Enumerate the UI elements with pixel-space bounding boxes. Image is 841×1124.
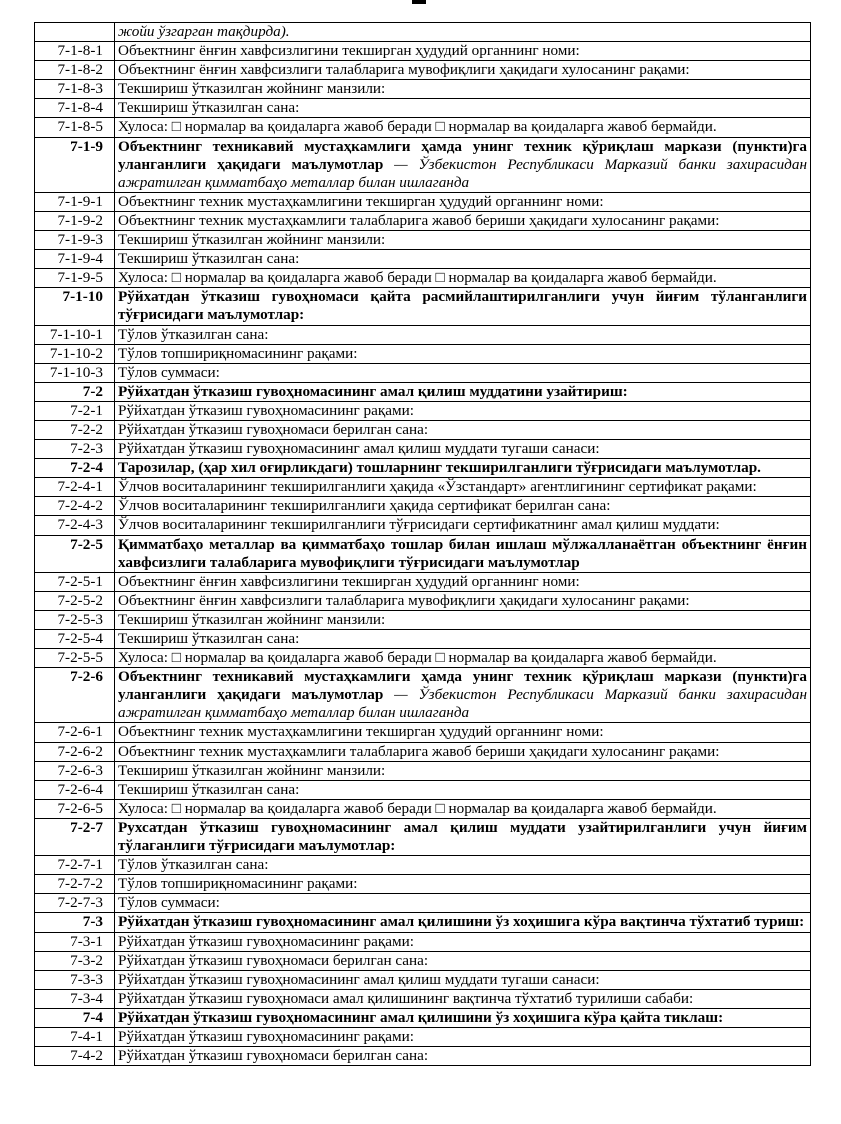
row-text: Ўлчов воситаларининг текширилганлиги ҳақида «Ўзстандарт» агентлигининг сертификат рақами: [118, 478, 757, 496]
row-text-cell [115, 42, 811, 61]
row-code: 7-3 [35, 913, 115, 932]
table-row [35, 761, 811, 780]
row-text-cell [115, 989, 811, 1008]
row-code: 7-2-4 [35, 459, 115, 478]
table-row [35, 780, 811, 799]
row-code: 7-2-5-1 [35, 572, 115, 591]
section-heading-row [35, 535, 811, 572]
row-text-cell [115, 288, 811, 325]
table-row [35, 516, 811, 535]
row-text-cell [115, 742, 811, 761]
row-text: Объектнинг техник мустаҳкамлиги талабларига жавоб бериши ҳақидаги хулосанинг рақами: [118, 211, 720, 229]
table-row [35, 420, 811, 439]
row-text-cell [115, 610, 811, 629]
row-text: Рўйхатдан ўтказиш гувоҳномаси берилган сана: [118, 420, 429, 438]
row-text-cell [115, 516, 811, 535]
section-heading-row [35, 1008, 811, 1027]
row-text-cell [115, 344, 811, 363]
row-text: Хулоса: □ нормалар ва қоидаларга жавоб беради □ нормалар ва қоидаларга жавоб бермайди. [118, 118, 717, 136]
table-row [35, 269, 811, 288]
row-text-cell [115, 440, 811, 459]
row-code: 7-3-4 [35, 989, 115, 1008]
row-text: Рўйхатдан ўтказиш гувоҳномасининг амал қилиш муддатини узайтириш: [118, 382, 628, 400]
row-text: Ўлчов воситаларининг текширилганлиги ҳақида сертификат берилган сана: [118, 497, 611, 515]
row-code: 7-1-9-5 [35, 269, 115, 288]
table-row [35, 250, 811, 269]
table-row [35, 99, 811, 118]
row-text: Текшириш ўтказилган жойнинг манзили: [118, 80, 386, 98]
row-note: — Ўзбекистон Республикаси Марказий банки захирасидан ажратилган қимматбаҳо металлар билан ишлаганда [118, 686, 807, 722]
row-code: 7-2-6-4 [35, 780, 115, 799]
table-row [35, 118, 811, 137]
row-text-cell [115, 799, 811, 818]
row-code: 7-2-7 [35, 818, 115, 855]
row-code: 7-1-8-1 [35, 42, 115, 61]
table-row [35, 478, 811, 497]
row-code: 7-2-6-2 [35, 742, 115, 761]
row-code: 7-2-5-5 [35, 649, 115, 668]
table-row [35, 742, 811, 761]
row-text-cell [115, 932, 811, 951]
row-text: Рўйхатдан ўтказиш гувоҳномасининг рақами: [118, 401, 414, 419]
row-text-cell [115, 80, 811, 99]
row-code: 7-2-7-3 [35, 894, 115, 913]
row-text: Тўлов топшириқномасининг рақами: [118, 344, 358, 362]
row-text: Объектнинг техникавий мустаҳкамлиги ҳамда унинг техник қўриқлаш маркази (пункти)га уланганлиги ҳақидаги маълумотлар [118, 137, 807, 173]
table-row [35, 610, 811, 629]
row-code: 7-1-9 [35, 137, 115, 192]
row-text: Хулоса: □ нормалар ва қоидаларга жавоб беради □ нормалар ва қоидаларга жавоб бермайди. [118, 269, 717, 287]
table-row [35, 231, 811, 250]
row-code: 7-1-8-3 [35, 80, 115, 99]
row-text: Объектнинг ёнғин хавфсизлигини текширган ҳудудий органнинг номи: [118, 572, 580, 590]
table-row [35, 497, 811, 516]
row-text-cell [115, 818, 811, 855]
row-code: 7-2-7-1 [35, 856, 115, 875]
row-text-cell [115, 401, 811, 420]
row-text: Тўлов ўтказилган сана: [118, 325, 269, 343]
row-text: Объектнинг ёнғин хавфсизлигини текширган ҳудудий органнинг номи: [118, 42, 580, 60]
row-text-cell [115, 761, 811, 780]
table-row [35, 344, 811, 363]
table-row [35, 80, 811, 99]
row-code: 7-2-5-4 [35, 630, 115, 649]
row-note: жойи ўзгарган тақдирда). [118, 23, 290, 40]
row-text-cell [115, 99, 811, 118]
row-code: 7-1-9-2 [35, 211, 115, 230]
row-code: 7-2-6-5 [35, 799, 115, 818]
row-text: Текшириш ўтказилган жойнинг манзили: [118, 231, 386, 249]
row-code: 7-1-9-4 [35, 250, 115, 269]
row-text-cell [115, 192, 811, 211]
row-text-cell [115, 1027, 811, 1046]
row-text: Объектнинг ёнғин хавфсизлиги талабларига мувофиқлиги ҳақидаги хулосанинг рақами: [118, 591, 690, 609]
row-text: Рухсатдан ўтказиш гувоҳномасининг амал қилиш муддати узайтирилганлиги учун йиғим тўлаганлиги тўғрисидаги маълумотлар: [118, 818, 807, 855]
row-text: Рўйхатдан ўтказиш гувоҳномасининг рақами: [118, 1027, 414, 1045]
row-text: Объектнинг техник мустаҳкамлиги талабларига жавоб бериши ҳақидаги хулосанинг рақами: [118, 742, 720, 760]
row-text-cell [115, 497, 811, 516]
row-code: 7-4-2 [35, 1047, 115, 1066]
row-text: Рўйхатдан ўтказиш гувоҳномасининг амал қилиш муддати тугаши санаси: [118, 970, 600, 988]
row-code: 7-1-9-1 [35, 192, 115, 211]
row-text-cell [115, 572, 811, 591]
row-text: Тўлов суммаси: [118, 363, 220, 381]
row-text: Объектнинг техникавий мустаҳкамлиги ҳамда унинг техник қўриқлаш маркази (пункти)га уланганлиги ҳақидаги маълумотлар [118, 668, 807, 704]
row-text: Қимматбаҳо металлар ва қимматбаҳо тошлар билан ишлаш мўлжалланаётган объектнинг ёнғин хавфсизлиги талабларига мувофиқлиги тўғрисидаги маълумотлар [118, 535, 807, 571]
row-code: 7-4-1 [35, 1027, 115, 1046]
table-row [35, 875, 811, 894]
row-text-cell [115, 363, 811, 382]
row-code: 7-1-8-5 [35, 118, 115, 137]
row-code: 7-2-6 [35, 668, 115, 723]
table-row [35, 1047, 811, 1066]
row-text: Тўлов топшириқномасининг рақами: [118, 875, 358, 893]
row-text: Тарозилар, (ҳар хил оғирликдаги) тошларнинг текширилганлиги тўғрисидаги маълумотлар. [118, 459, 761, 477]
row-text: Рўйхатдан ўтказиш гувоҳномаси берилган сана: [118, 951, 429, 969]
row-text: Рўйхатдан ўтказиш гувоҳномаси қайта расмийлаштирилганлиги учун йиғим тўланганлиги тўғрисидаги маълумотлар: [118, 288, 807, 324]
section-heading-row [35, 913, 811, 932]
row-text: Текшириш ўтказилган жойнинг манзили: [118, 610, 386, 628]
row-text: Текшириш ўтказилган сана: [118, 99, 300, 117]
table-row [35, 932, 811, 951]
row-code: 7-1-10 [35, 288, 115, 325]
row-code: 7-2-5 [35, 535, 115, 572]
table-row [35, 799, 811, 818]
row-code: 7-2-2 [35, 420, 115, 439]
row-text-cell [115, 1008, 811, 1027]
row-code: 7-1-8-2 [35, 61, 115, 80]
row-text-cell [115, 1047, 811, 1066]
row-code [35, 23, 115, 42]
row-text: Объектнинг техник мустаҳкамлигини текширган ҳудудий органнинг номи: [118, 723, 604, 741]
table-row [35, 970, 811, 989]
row-code: 7-2-5-2 [35, 591, 115, 610]
row-code: 7-4 [35, 1008, 115, 1027]
row-text-cell [115, 875, 811, 894]
table-row [35, 1027, 811, 1046]
row-text: Ўлчов воситаларининг текширилганлиги тўғрисидаги сертификатнинг амал қилиш муддати: [118, 516, 720, 534]
row-code: 7-1-10-1 [35, 325, 115, 344]
row-text-cell [115, 325, 811, 344]
row-code: 7-1-10-3 [35, 363, 115, 382]
row-code: 7-3-2 [35, 951, 115, 970]
row-code: 7-2-3 [35, 440, 115, 459]
row-text-cell [115, 913, 811, 932]
row-text-cell [115, 211, 811, 230]
row-text-cell [115, 951, 811, 970]
row-text-cell [115, 459, 811, 478]
row-text-cell [115, 420, 811, 439]
document-table-body [35, 23, 811, 1066]
row-code: 7-1-10-2 [35, 344, 115, 363]
table-row [35, 401, 811, 420]
row-code: 7-3-3 [35, 970, 115, 989]
table-row [35, 630, 811, 649]
row-text: Тўлов суммаси: [118, 894, 220, 912]
row-text-cell [115, 970, 811, 989]
row-text-cell [115, 894, 811, 913]
row-code: 7-2-6-3 [35, 761, 115, 780]
row-text: Рўйхатдан ўтказиш гувоҳномасининг амал қилишини ўз хоҳишига кўра қайта тиклаш: [118, 1008, 724, 1026]
row-text: Хулоса: □ нормалар ва қоидаларга жавоб беради □ нормалар ва қоидаларга жавоб бермайди. [118, 649, 717, 667]
section-heading-row [35, 818, 811, 855]
row-text: Текшириш ўтказилган сана: [118, 780, 300, 798]
row-text: Хулоса: □ нормалар ва қоидаларга жавоб беради □ нормалар ва қоидаларга жавоб бермайди. [118, 799, 717, 817]
row-text: Объектнинг ёнғин хавфсизлиги талабларига мувофиқлиги ҳақидаги хулосанинг рақами: [118, 61, 690, 79]
table-row [35, 951, 811, 970]
row-text-cell [115, 630, 811, 649]
section-heading-row [35, 288, 811, 325]
row-code: 7-2-7-2 [35, 875, 115, 894]
row-text-cell [115, 649, 811, 668]
row-code: 7-2-6-1 [35, 723, 115, 742]
row-text-cell [115, 535, 811, 572]
row-code: 7-2-4-2 [35, 497, 115, 516]
row-text: Рўйхатдан ўтказиш гувоҳномасининг амал қилиш муддати тугаши санаси: [118, 440, 600, 458]
row-text: Рўйхатдан ўтказиш гувоҳномасининг рақами: [118, 932, 414, 950]
section-heading-row [35, 137, 811, 192]
table-row [35, 61, 811, 80]
row-text: Рўйхатдан ўтказиш гувоҳномаси амал қилишининг вақтинча тўхтатиб турилиши сабаби: [118, 989, 694, 1007]
row-text-cell [115, 61, 811, 80]
table-row [35, 572, 811, 591]
row-text: Рўйхатдан ўтказиш гувоҳномаси берилган сана: [118, 1047, 429, 1065]
row-text-cell [115, 780, 811, 799]
row-text-cell [115, 723, 811, 742]
table-row [35, 211, 811, 230]
page-top-mark [412, 0, 426, 4]
row-text-cell [115, 23, 811, 42]
row-text: Текшириш ўтказилган жойнинг манзили: [118, 761, 386, 779]
table-row [35, 363, 811, 382]
row-note: — Ўзбекистон Республикаси Марказий банки захирасидан ажратилган қимматбаҳо металлар билан ишлаганда [118, 155, 807, 191]
table-row [35, 856, 811, 875]
row-text: Рўйхатдан ўтказиш гувоҳномасининг амал қилишини ўз хоҳишига кўра вақтинча тўхтатиб туриш: [118, 913, 805, 931]
row-text-cell [115, 250, 811, 269]
row-code: 7-2-4-3 [35, 516, 115, 535]
section-heading-row [35, 668, 811, 723]
table-row [35, 325, 811, 344]
section-heading-row [35, 382, 811, 401]
table-row [35, 42, 811, 61]
table-row [35, 894, 811, 913]
row-code: 7-1-9-3 [35, 231, 115, 250]
row-text: Текшириш ўтказилган сана: [118, 630, 300, 647]
row-text-cell [115, 118, 811, 137]
row-text: Тўлов ўтказилган сана: [118, 856, 269, 874]
row-code: 7-2 [35, 382, 115, 401]
table-row [35, 23, 811, 42]
row-text: Текшириш ўтказилган сана: [118, 250, 300, 268]
table-row [35, 440, 811, 459]
row-code: 7-3-1 [35, 932, 115, 951]
row-code: 7-2-5-3 [35, 610, 115, 629]
row-text-cell [115, 668, 811, 723]
table-row [35, 989, 811, 1008]
row-code: 7-2-4-1 [35, 478, 115, 497]
row-text-cell [115, 137, 811, 192]
table-row [35, 192, 811, 211]
row-text-cell [115, 231, 811, 250]
row-text-cell [115, 591, 811, 610]
row-text-cell [115, 382, 811, 401]
table-row [35, 649, 811, 668]
table-row [35, 723, 811, 742]
row-code: 7-2-1 [35, 401, 115, 420]
document-table [34, 22, 811, 1066]
row-text: Объектнинг техник мустаҳкамлигини текширган ҳудудий органнинг номи: [118, 192, 604, 210]
row-text-cell [115, 478, 811, 497]
section-heading-row [35, 459, 811, 478]
row-code: 7-1-8-4 [35, 99, 115, 118]
row-text-cell [115, 269, 811, 288]
table-row [35, 591, 811, 610]
row-text-cell [115, 856, 811, 875]
